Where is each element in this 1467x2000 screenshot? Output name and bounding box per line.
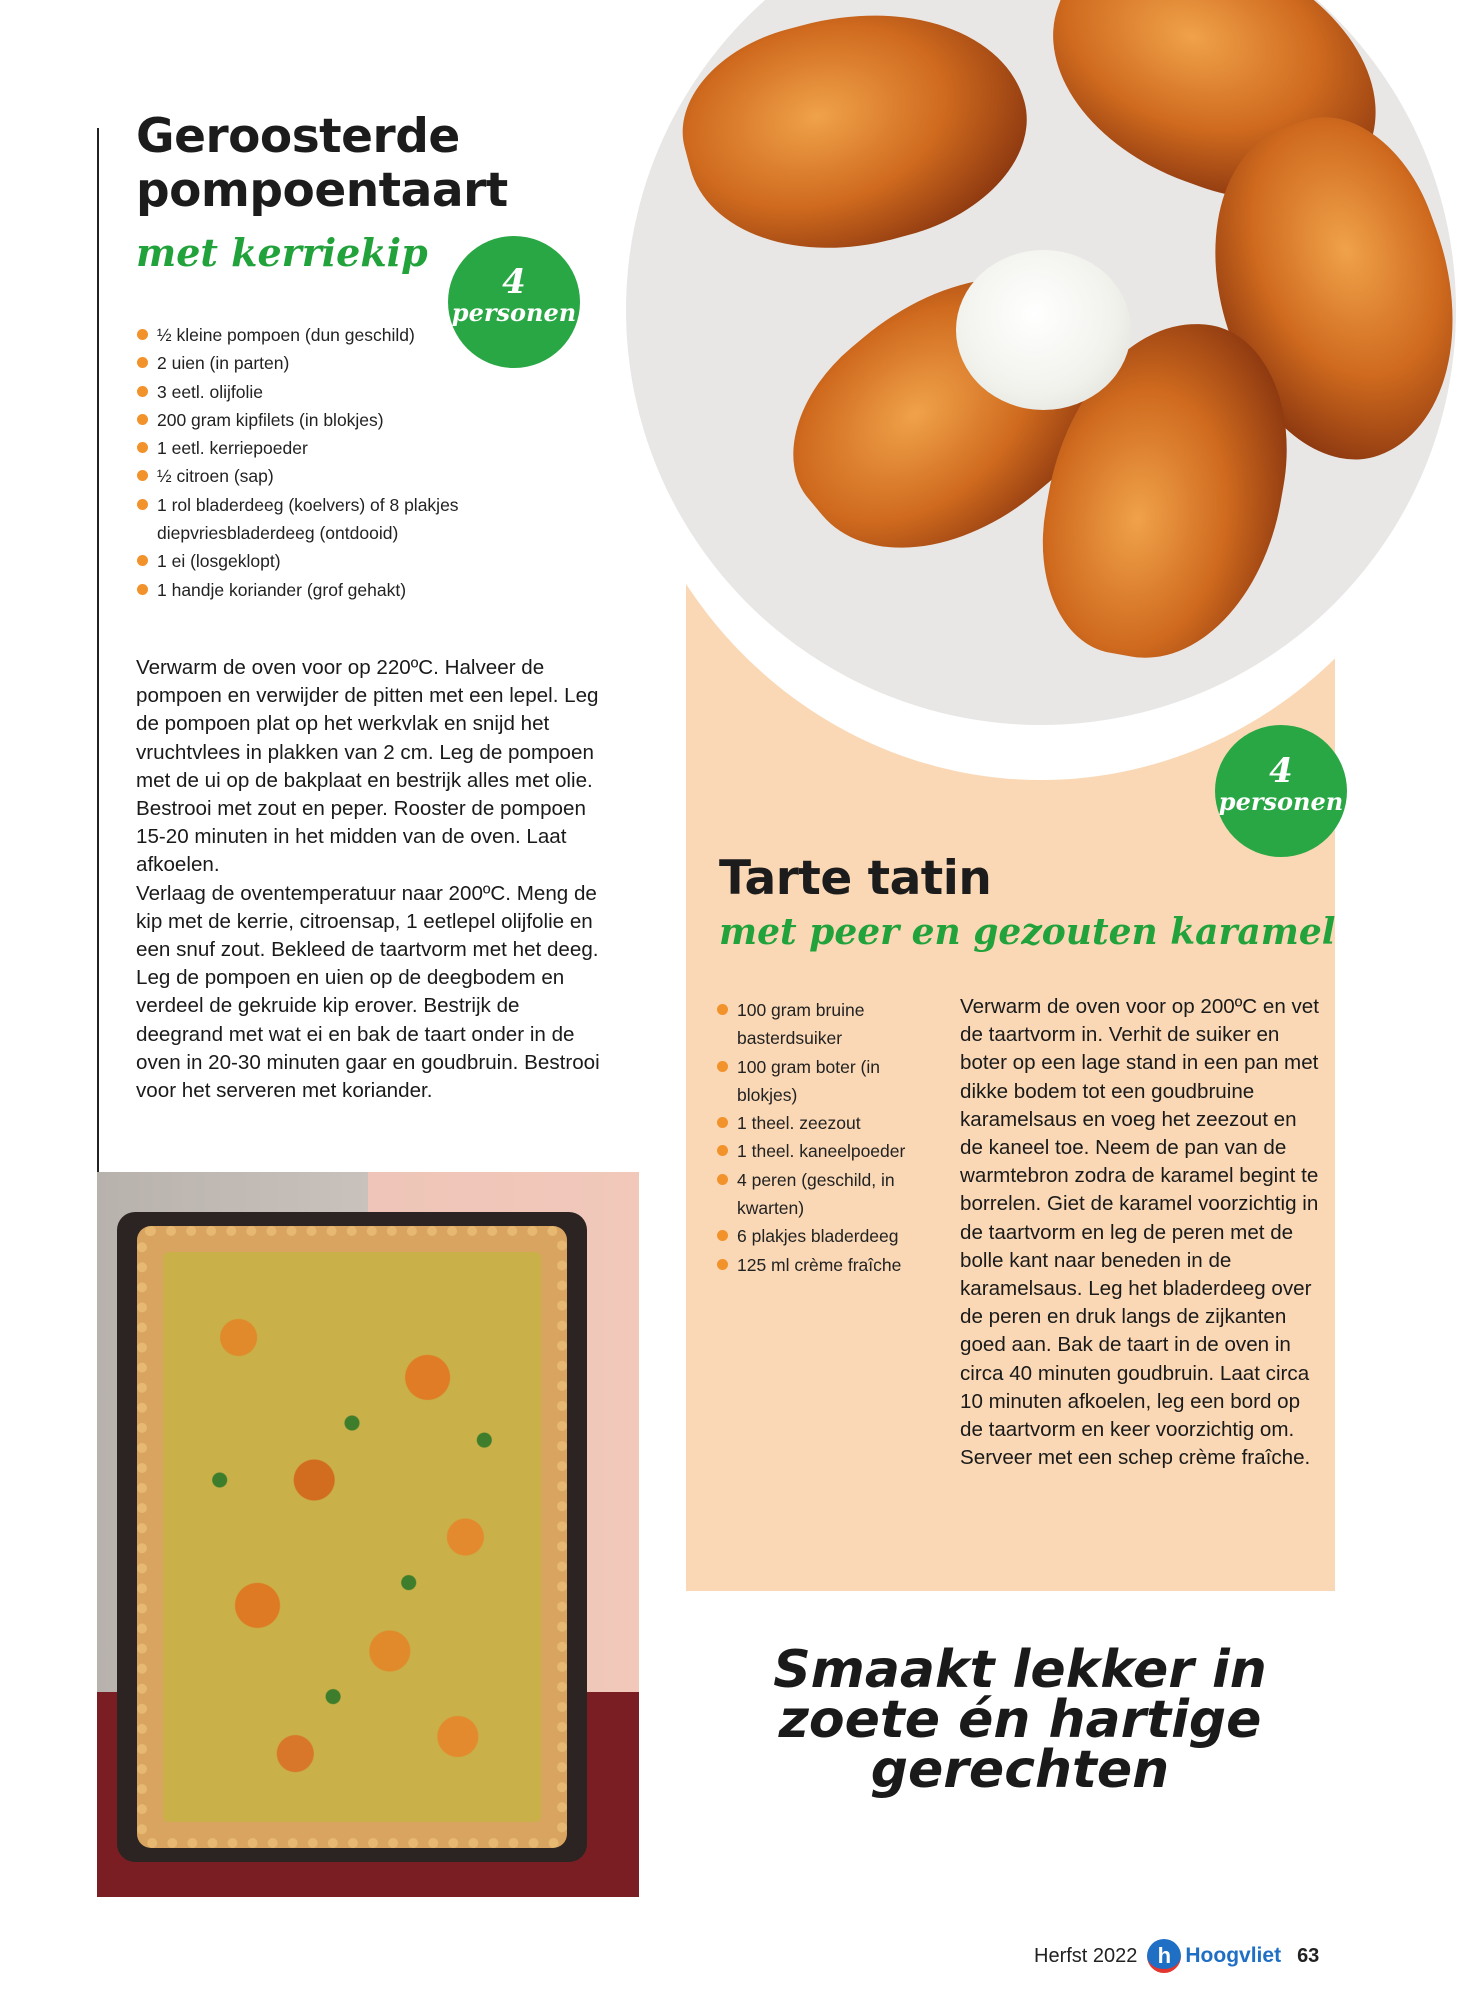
slogan: Smaakt lekker in zoete én hartige gerechten — [773, 1640, 1267, 1800]
ingredient-item: 200 gram kipfilets (in blokjes) — [137, 406, 497, 434]
ingredient-item: 100 gram boter (in blokjes) — [717, 1053, 927, 1110]
ingredient-item: 1 rol bladerdeeg (koelvers) of 8 plakjes diepvriesbladerdeeg (ontdooid) — [137, 491, 497, 548]
creme-fraiche-dollop — [956, 250, 1131, 410]
recipe1-servings-label: personen — [451, 298, 577, 327]
plate — [626, 0, 1456, 725]
ingredient-item: 1 eetl. kerriepoeder — [137, 434, 497, 462]
ingredient-item: ½ kleine pompoen (dun geschild) — [137, 321, 497, 349]
page-number: 63 — [1297, 1944, 1320, 1967]
ingredient-item: ½ citroen (sap) — [137, 462, 497, 490]
ingredient-item: 1 handje koriander (grof gehakt) — [137, 576, 497, 604]
ingredient-item: 4 peren (geschild, in kwarten) — [717, 1166, 927, 1223]
ingredient-item: 125 ml crème fraîche — [717, 1251, 927, 1279]
brand-name: Hoogvliet — [1185, 1944, 1282, 1967]
recipe2-ingredients — [717, 996, 927, 1279]
recipe2-subtitle: met peer en gezouten karamel — [719, 911, 1336, 953]
ingredient-item: 3 eetl. olijfolie — [137, 378, 497, 406]
recipe1-method: Verwarm de oven voor op 220ºC. Halveer de pompoen en verwijder de pitten met een lepel. Leg de pompoen plat op het werkvlak en snijd het vruchtvlees in plakken van 2 cm. Leg de pompoen met de ui op de bakplaat en bestrijk alles met olie. Bestrooi met zout en peper. Rooster de pompoen 15-20 minuten in het midden van de oven. Laat afkoelen. Verlaag de oventemperatuur naar 200ºC. Meng de kip met de kerrie, citroensap, 1 eetlepel olijfolie en een snuf zout. Bekleed de taartvorm met het deeg. Leg de pompoen en uien op de deegbodem en verdeel de gekruide kip erover. Bestrijk de deegrand met wat ei en bak de taart onder in de oven in 20-30 minuten gaar en goudbruin. Bestrooi voor het serveren met koriander. — [136, 656, 600, 1103]
recipe1-ingredients — [137, 321, 497, 604]
hoogvliet-logo-icon: h — [1147, 1939, 1181, 1973]
recipe1-subtitle: met kerriekip — [136, 230, 428, 275]
ingredient-item: 1 theel. kaneelpoeder — [717, 1137, 927, 1165]
ingredient-item: 1 theel. zeezout — [717, 1109, 927, 1137]
recipe2-servings-badge — [1215, 725, 1347, 857]
recipe1-servings-number: 4 — [502, 262, 526, 302]
recipe2-servings-number: 4 — [1269, 751, 1293, 791]
page-footer — [1034, 1936, 1319, 1976]
recipe2-servings-label: personen — [1218, 787, 1344, 816]
recipe1-title: Geroosterde pompoentaart — [136, 109, 508, 218]
recipe2-title: Tarte tatin — [719, 851, 992, 906]
recipe2-method: Verwarm de oven voor op 200ºC en vet de taartvorm in. Verhit de suiker en boter op een lage stand in een pan met dikke bodem tot een goudbruine karamelsaus en voeg het zeezout en de kaneel toe. Neem de pan van de warmtebron zodra de karamel begint te borrelen. Giet de karamel voorzichtig in de taartvorm en leg de peren met de bolle kant naar beneden in de karamelsaus. Leg het bladerdeeg over de peren en druk langs de zijkanten goed aan. Bak de taart in de oven in circa 40 minuten goudbruin. Laat circa 10 minuten afkoelen, leg een bord op de taartvorm en keer voorzichtig om. Serveer met een schep crème fraîche. — [960, 995, 1319, 1470]
ingredient-item: 1 ei (losgeklopt) — [137, 547, 497, 575]
ingredient-item: 100 gram bruine basterdsuiker — [717, 996, 927, 1053]
ingredient-item: 2 uien (in parten) — [137, 349, 497, 377]
pumpkin-tart-photo — [97, 1172, 639, 1897]
pear-wedge — [662, 0, 1050, 285]
footer-season: Herfst 2022 — [1034, 1944, 1138, 1967]
tart-filling — [163, 1252, 541, 1822]
ingredient-item: 6 plakjes bladerdeeg — [717, 1222, 927, 1250]
